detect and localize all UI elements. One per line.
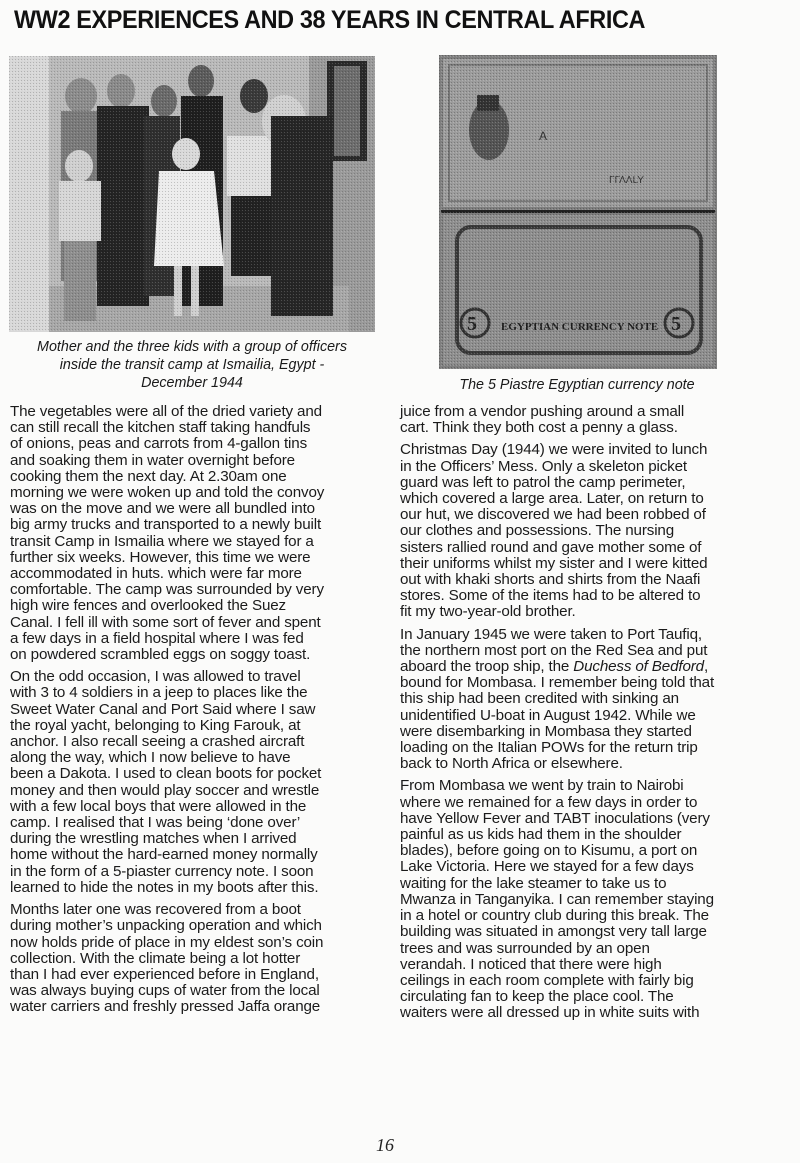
text-line: on powdered scrambled eggs on soggy toast. [10,646,311,664]
paragraph [400,627,795,773]
text-line: money and then would play soccer and wrestle [10,781,320,799]
text-line: From Mombasa we went by train to Nairobi [400,777,684,795]
text-line: cart. Think they both cost a penny a glass. [400,419,678,437]
ship-name: Duchess of Bedford [573,658,704,676]
text-line: were disembarking in Mombasa they started [400,722,692,740]
text-line: guard was left to patrol the camp perimeter, [400,473,686,491]
text-line: our clothes and possessions. The nursing [400,522,675,540]
text-line: home without the hard-earned money normally [10,846,318,864]
text-line: building was situated in amongst very tall large [400,923,707,941]
text-line: was on the move and we were all bundled into [10,500,315,518]
text-line: Sweet Water Canal and Port Said where I saw [10,700,316,718]
currency-note-caption: The 5 Piastre Egyptian currency note [459,377,695,393]
right-column [400,404,795,1028]
text-line: morning we were woken up and told the convoy [10,484,325,502]
text-line: juice from a vendor pushing around a small [400,403,685,420]
paragraph [400,404,795,436]
paragraph [10,902,390,1015]
text-line: with a few local boys that were allowed in the [10,797,307,815]
text-line: out with khaki shorts and shirts from the Naafi [400,571,701,589]
text-fragment: aboard the troop ship, the [400,658,574,676]
text-line: this ship had been credited with sinking an [400,690,679,708]
text-line: during mother’s unpacking operation and which [10,917,322,935]
text-line: bound for Mombasa. I remember being told that [400,674,715,692]
text-line: which covered a large area. Later, on return to [400,490,704,508]
left-column [10,404,390,1022]
text-line: of onions, peas and carrots from 4-gallon tins [10,435,308,453]
text-line: waiters were all dressed up in white suits with [400,1004,700,1022]
text-line: been a Dakota. I used to clean boots for pocket [10,765,322,783]
text-line: have Yellow Fever and TABT inoculations (very [400,809,710,827]
text-line: Lake Victoria. Here we stayed for a few days [400,858,694,876]
text-line: accommodated in huts. which were far more [10,565,302,583]
text-line: in the form of a 5-piaster currency note. I soon [10,862,314,880]
page-number: 16 [376,1135,394,1155]
text-line: high wire fences and overlooked the Suez [10,597,286,615]
text-line: comfortable. The camp was surrounded by very [10,581,324,599]
caption-line: inside the transit camp at Ismailia, Egypt - [59,357,325,373]
text-line: stores. Some of the items had to be altered to [400,587,701,605]
text-line: during the wrestling matches when I arrived [10,830,297,848]
text-line: in the Officers’ Mess. Only a skeleton picket [400,457,687,475]
group-photo [9,56,375,332]
text-line: a few days in a field hospital where I was fed [10,629,304,647]
text-line: Christmas Day (1944) we were invited to lunch [400,441,708,459]
text-line: camp. I realised that I was being ‘done over’ [10,814,301,832]
text-fragment: , [703,658,709,676]
text-line: waiting for the lake steamer to take us to [400,874,667,892]
text-line: the royal yacht, belonging to King Farouk, at [10,716,301,734]
text-line: In January 1945 we were taken to Port Taufiq, [400,625,702,643]
caption-line: December 1944 [141,375,243,391]
text-line: can still recall the kitchen staff taking handfuls [10,419,311,437]
text-line: loading on the Italian POWs for the return trip [400,739,698,757]
text-line: big army trucks and transported to a newly built [10,516,322,534]
text-line: ceilings in each room complete with fairly big [400,971,694,989]
text-line: painful as us kids had them in the shoulder [400,826,682,844]
paragraph [10,669,390,896]
text-line: the northern most port on the Red Sea and put [400,641,708,659]
text-line: was always buying cups of water from the local [10,982,320,1000]
text-line: Mwanza in Tanganyika. I can remember staying [400,890,714,908]
text-line: collection. With the climate being a lot hotter [10,949,301,967]
text-line: further six weeks. However, this time we were [10,548,311,566]
text-line: blades), before going on to Kisumu, a port on [400,842,698,860]
group-photo-caption [8,338,376,392]
paragraph [10,404,390,663]
text-line: verandah. I noticed that there were high [400,955,662,973]
text-line: than I had ever experienced before in England, [10,965,319,983]
article-title: WW2 EXPERIENCES AND 38 YEARS IN CENTRAL AFRICA [14,6,646,34]
text-line: anchor. I also recall seeing a crashed aircraft [10,733,305,751]
text-line: unidentified U-boat in August 1942. While we [400,706,696,724]
text-line: along the way, which I now believe to have [10,749,291,767]
text-line: where we remained for a few days in order to [400,793,698,811]
text-line: trees and was surrounded by an open [400,939,650,957]
text-line: in a hotel or country club during this break. The [400,907,709,925]
text-line: sisters rallied round and gave mother some of [400,538,702,556]
text-line: their uniforms whilst my sister and I were kitted [400,554,708,572]
text-line: On the odd occasion, I was allowed to travel [10,668,301,686]
text-line: now holds pride of place in my eldest son’s coin [10,933,324,951]
text-line: The vegetables were all of the dried variety and [10,403,322,420]
text-line: back to North Africa or elsewhere. [400,755,623,773]
text-line: our hut, we discovered we had been robbed of [400,506,706,524]
currency-note-photo [439,55,717,369]
text-line: fit my two-year-old brother. [400,603,576,621]
text-line: learned to hide the notes in my boots after this. [10,878,319,896]
text-line: water carriers and freshly pressed Jaffa orange [10,998,321,1016]
caption-line: Mother and the three kids with a group of officers [37,339,347,355]
text-line: transit Camp in Ismailia where we stayed for a [10,532,314,550]
group-photo-image [9,56,375,332]
paragraph [400,442,795,620]
text-line: circulating fan to keep the place cool. The [400,988,674,1006]
currency-note-image [439,55,717,369]
text-line: Canal. I fell ill with some sort of fever and spent [10,613,321,631]
paragraph [400,778,795,1021]
text-line [400,659,795,675]
text-line: and soaking them in water overnight before [10,451,295,469]
text-line: cooking them the next day. At 2.30am one [10,467,287,485]
text-line: Months later one was recovered from a boot [10,901,301,919]
text-line: with 3 to 4 soldiers in a jeep to places like the [10,684,308,702]
